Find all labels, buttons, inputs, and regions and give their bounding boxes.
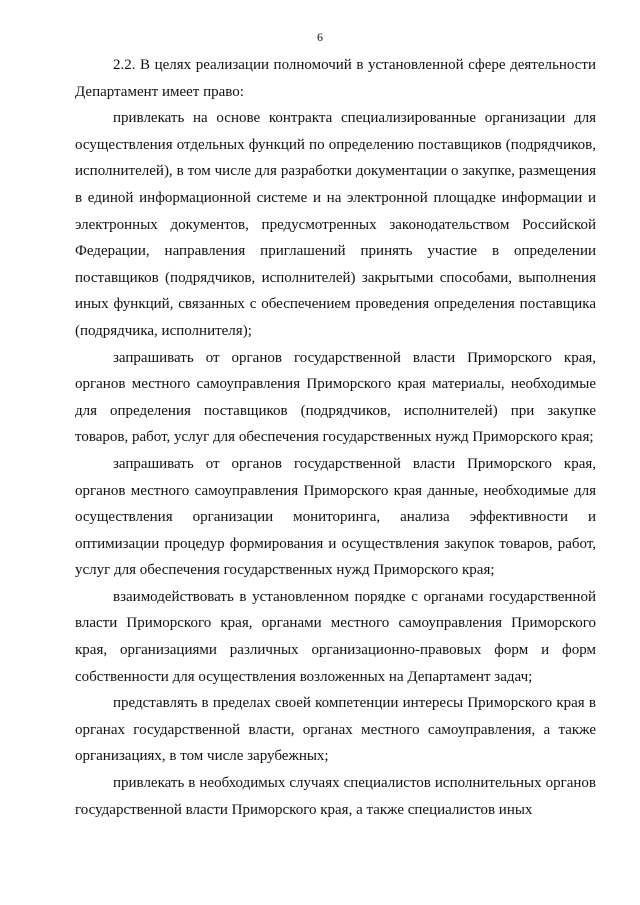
paragraph-request-data: запрашивать от органов государственной власти Приморского края, органов местного самоуправления Приморского края данные, необходимые для осуществления организации мониторинга, анализа эффективности и оптимизации процедур формирования и осуществления закупок товаров, работ, услуг для обеспечения государственных нужд Приморского края;	[75, 455, 596, 579]
paragraph-represent-interests: представлять в пределах своей компетенции интересы Приморского края в органах государственной власти, органах местного самоуправления, а также организациях, в том числе зарубежных;	[75, 695, 596, 765]
paragraph-request-materials: запрашивать от органов государственной власти Приморского края, органов местного самоуправления Приморского края материалы, необходимые для определения поставщиков (подрядчиков, исполнителей) при закупке товаров, работ, услуг для обеспечения государственных нужд Приморского края;	[75, 349, 596, 446]
paragraph-engage-organizations: привлекать на основе контракта специализированные организации для осуществления отдельных функций по определению поставщиков (подрядчиков, исполнителей), в том числе для разработки документации о закупке, размещения в единой информационной системе и на электронной площадке информации и электронных документов, предусмотренных законодательством Российской Федерации, направления приглашений принять участие в определении поставщиков (подрядчиков, исполнителей) закрытыми способами, выполнения иных функций, связанных с обеспечением проведения определения поставщика (подрядчика, исполнителя);	[75, 110, 596, 339]
paragraph-engage-specialists: привлекать в необходимых случаях специалистов исполнительных органов государственной власти Приморского края, а также специалистов иных	[75, 775, 596, 818]
page-number: 6	[317, 30, 323, 44]
paragraph-interact: взаимодействовать в установленном порядке с органами государственной власти Приморского края, органами местного самоуправления Приморского края, организациями различных организационно-правовых форм и форм собственности для осуществления возложенных на Департамент задач;	[75, 588, 596, 685]
paragraph-2-2-intro: 2.2. В целях реализации полномочий в установленной сфере деятельности Департамент имеет право:	[75, 57, 596, 100]
document-body	[75, 52, 596, 823]
